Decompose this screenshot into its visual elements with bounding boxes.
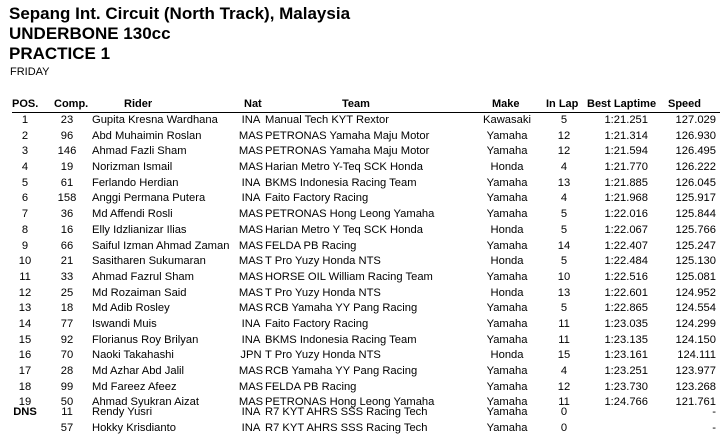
cell-speed: 121.761 <box>675 396 716 409</box>
cell-team: RCB Yamaha YY Pang Racing <box>265 365 418 377</box>
cell-speed: 125.247 <box>675 239 716 252</box>
cell-lap: 4 <box>560 161 568 174</box>
cell-pos: 1 <box>21 114 29 126</box>
cell-make: Yamaha <box>486 239 528 252</box>
cell-make: Yamaha <box>486 333 528 346</box>
circuit-title: Sepang Int. Circuit (North Track), Malaysia <box>9 4 351 23</box>
cell-best: 1:21.968 <box>604 192 648 205</box>
cell-rider: Md Affendi Rosli <box>92 208 173 221</box>
cell-speed: 125.844 <box>675 208 716 221</box>
table-row <box>12 239 720 255</box>
cell-pos: 5 <box>21 176 29 189</box>
cell-rider: Naoki Takahashi <box>92 349 174 362</box>
cell-nat: INA <box>241 421 261 434</box>
cell-nat: MAS <box>238 286 264 299</box>
cell-speed: 123.977 <box>675 365 716 377</box>
cell-lap: 4 <box>560 365 568 377</box>
table-row <box>12 254 720 270</box>
cell-best: 1:23.730 <box>604 380 648 393</box>
cell-make: Yamaha <box>486 270 528 283</box>
table-row <box>12 270 720 286</box>
col-header-team: Team <box>342 98 370 110</box>
cell-best: 1:22.601 <box>604 286 648 299</box>
cell-lap: 0 <box>560 406 568 418</box>
cell-best: 1:23.251 <box>604 365 648 377</box>
cell-speed: 126.222 <box>675 161 716 174</box>
results-table <box>12 96 720 411</box>
cell-team: PETRONAS Yamaha Maju Motor <box>265 145 430 158</box>
cell-lap: 11 <box>558 396 570 409</box>
cell-rider: Md Fareez Afeez <box>92 380 177 393</box>
cell-nat: MAS <box>238 161 264 174</box>
cell-best: 1:22.016 <box>604 208 648 221</box>
cell-nat: MAS <box>238 223 264 236</box>
cell-nat: MAS <box>238 380 264 393</box>
cell-best: 1:21.314 <box>604 129 648 142</box>
cell-pos: 10 <box>18 255 32 268</box>
cell-nat: INA <box>241 317 261 330</box>
cell-nat: MAS <box>238 129 264 142</box>
dns-row <box>12 405 720 421</box>
cell-lap: 12 <box>557 380 571 393</box>
cell-lap: 11 <box>558 333 570 346</box>
cell-rider: Abd Muhaimin Roslan <box>92 129 202 142</box>
cell-speed: 125.917 <box>675 192 716 205</box>
cell-team: Faito Factory Racing <box>265 317 369 330</box>
table-row <box>12 223 720 239</box>
cell-nat: JPN <box>240 349 262 362</box>
cell-make: Yamaha <box>486 365 528 377</box>
cell-nat: MAS <box>238 145 264 158</box>
table-body <box>12 113 720 411</box>
cell-team: PETRONAS Yamaha Maju Motor <box>265 129 430 142</box>
cell-team: Faito Factory Racing <box>265 192 369 205</box>
cell-rider: Norizman Ismail <box>92 161 173 174</box>
cell-speed: 124.952 <box>675 286 716 299</box>
cell-lap: 13 <box>557 176 571 189</box>
cell-comp: 92 <box>60 333 74 346</box>
table-row <box>12 191 720 207</box>
cell-pos: 19 <box>18 396 32 409</box>
cell-make: Honda <box>490 223 524 236</box>
table-row <box>12 301 720 317</box>
cell-team: RCB Yamaha YY Pang Racing <box>265 302 418 315</box>
cell-make: Honda <box>490 349 524 362</box>
cell-speed: 126.495 <box>675 145 716 158</box>
cell-speed: 126.930 <box>675 129 716 142</box>
cell-nat: MAS <box>238 255 264 268</box>
table-row <box>12 333 720 349</box>
cell-best: 1:22.484 <box>604 255 648 268</box>
cell-comp: 158 <box>57 192 77 205</box>
cell-best: 1:21.251 <box>604 114 648 126</box>
cell-rider: Ahmad Syukran Aizat <box>92 396 199 409</box>
cell-pos: 13 <box>18 302 32 315</box>
cell-speed: 125.130 <box>675 255 716 268</box>
cell-speed: - <box>712 406 716 418</box>
cell-pos: 8 <box>21 223 29 236</box>
cell-make: Yamaha <box>486 396 528 409</box>
cell-make: Yamaha <box>486 302 528 315</box>
cell-rider: Ferlando Herdian <box>92 176 179 189</box>
table-row <box>12 113 720 129</box>
cell-lap: 5 <box>560 208 568 221</box>
cell-make: Honda <box>490 255 524 268</box>
cell-best: 1:23.161 <box>604 349 648 362</box>
cell-pos: 3 <box>21 145 29 158</box>
cell-lap: 4 <box>560 192 568 205</box>
cell-team: FELDA PB Racing <box>265 239 357 252</box>
cell-pos: 17 <box>18 365 32 377</box>
cell-speed: 127.029 <box>675 114 716 126</box>
cell-lap: 5 <box>560 255 568 268</box>
cell-pos: 9 <box>21 239 29 252</box>
cell-nat: MAS <box>238 396 264 409</box>
table-row <box>12 286 720 302</box>
col-header-comp: Comp. <box>54 98 89 110</box>
cell-team: BKMS Indonesia Racing Team <box>265 333 417 346</box>
dns-section <box>12 405 720 436</box>
cell-pos: 18 <box>18 380 32 393</box>
cell-comp: 21 <box>60 255 74 268</box>
cell-nat: MAS <box>238 239 264 252</box>
cell-comp: 11 <box>61 406 73 418</box>
cell-best: 1:24.766 <box>604 396 648 409</box>
cell-pos: 7 <box>21 208 29 221</box>
cell-team: BKMS Indonesia Racing Team <box>265 176 417 189</box>
cell-lap: 0 <box>560 421 568 434</box>
table-row <box>12 176 720 192</box>
cell-comp: 18 <box>60 302 74 315</box>
cell-make: Yamaha <box>486 406 528 418</box>
cell-team: PETRONAS Hong Leong Yamaha <box>265 208 435 221</box>
cell-lap: 12 <box>557 129 571 142</box>
cell-make: Yamaha <box>486 192 528 205</box>
cell-nat: MAS <box>238 302 264 315</box>
cell-best: 1:23.035 <box>604 317 648 330</box>
cell-comp: 28 <box>60 365 74 377</box>
cell-lap: 5 <box>560 302 568 315</box>
table-row <box>12 207 720 223</box>
cell-comp: 146 <box>57 145 77 158</box>
cell-rider: Md Rozaiman Said <box>92 286 187 299</box>
table-row <box>12 160 720 176</box>
cell-rider: Ahmad Fazli Sham <box>92 145 187 158</box>
cell-best: 1:23.135 <box>604 333 648 346</box>
cell-rider: Hokky Krisdianto <box>92 421 176 434</box>
table-row <box>12 317 720 333</box>
cell-speed: 123.268 <box>675 380 716 393</box>
cell-speed: 125.081 <box>675 270 716 283</box>
cell-rider: Elly Idzlianizar Ilias <box>92 223 187 236</box>
col-header-make: Make <box>492 98 520 110</box>
cell-make: Yamaha <box>486 145 528 158</box>
cell-make: Yamaha <box>486 208 528 221</box>
cell-comp: 66 <box>60 239 74 252</box>
cell-make: Honda <box>490 161 524 174</box>
cell-best: 1:21.594 <box>604 145 648 158</box>
cell-comp: 96 <box>60 129 74 142</box>
cell-comp: 77 <box>60 317 74 330</box>
table-row <box>12 380 720 396</box>
cell-speed: 124.111 <box>677 349 716 362</box>
cell-best: 1:22.407 <box>604 239 648 252</box>
cell-nat: MAS <box>238 208 264 221</box>
cell-best: 1:22.865 <box>604 302 648 315</box>
cell-team: R7 KYT AHRS SSS Racing Tech <box>265 406 428 418</box>
cell-speed: 124.299 <box>675 317 716 330</box>
cell-team: T Pro Yuzy Honda NTS <box>265 349 381 362</box>
cell-nat: INA <box>241 114 261 126</box>
cell-speed: 126.045 <box>675 176 716 189</box>
table-row <box>12 348 720 364</box>
cell-rider: Saiful Izman Ahmad Zaman <box>92 239 230 252</box>
cell-lap: 11 <box>558 317 570 330</box>
day-label: FRIDAY <box>10 66 50 78</box>
col-header-best: Best Laptime <box>587 98 657 110</box>
cell-comp: 57 <box>60 421 74 434</box>
cell-rider: Anggi Permana Putera <box>92 192 206 205</box>
cell-comp: 61 <box>60 176 74 189</box>
dns-label: DNS <box>13 406 37 418</box>
col-header-lap: In Lap <box>546 98 579 110</box>
cell-rider: Gupita Kresna Wardhana <box>92 114 218 126</box>
cell-comp: 70 <box>60 349 74 362</box>
cell-make: Yamaha <box>486 176 528 189</box>
cell-pos: 12 <box>18 286 32 299</box>
class-title: UNDERBONE 130cc <box>9 24 171 43</box>
cell-team: HORSE OIL William Racing Team <box>265 270 433 283</box>
cell-make: Honda <box>490 286 524 299</box>
cell-rider: Sasitharen Sukumaran <box>92 255 206 268</box>
table-header <box>12 96 720 113</box>
cell-comp: 16 <box>60 223 74 236</box>
cell-best: 1:21.770 <box>604 161 648 174</box>
cell-lap: 12 <box>557 145 571 158</box>
cell-speed: 125.766 <box>675 223 716 236</box>
cell-lap: 10 <box>557 270 571 283</box>
cell-pos: 2 <box>21 129 29 142</box>
cell-make: Yamaha <box>486 129 528 142</box>
cell-nat: INA <box>241 176 261 189</box>
cell-pos: 16 <box>18 349 32 362</box>
cell-make: Yamaha <box>486 421 528 434</box>
cell-nat: INA <box>241 333 261 346</box>
cell-rider: Iswandi Muis <box>92 317 157 330</box>
cell-team: R7 KYT AHRS SSS Racing Tech <box>265 421 428 434</box>
cell-pos: 4 <box>21 161 29 174</box>
col-header-rider: Rider <box>124 98 153 110</box>
cell-comp: 19 <box>60 161 74 174</box>
table-row <box>12 144 720 160</box>
cell-nat: MAS <box>238 270 264 283</box>
cell-rider: Md Adib Rosley <box>92 302 170 315</box>
cell-make: Yamaha <box>486 317 528 330</box>
cell-comp: 50 <box>60 396 74 409</box>
cell-make: Kawasaki <box>483 114 531 126</box>
cell-team: T Pro Yuzy Honda NTS <box>265 286 381 299</box>
cell-make: Yamaha <box>486 380 528 393</box>
cell-nat: INA <box>241 192 261 205</box>
cell-nat: MAS <box>238 365 264 377</box>
cell-lap: 13 <box>557 286 571 299</box>
cell-best: 1:22.067 <box>604 223 648 236</box>
cell-best: 1:22.516 <box>604 270 648 283</box>
cell-pos: 11 <box>19 270 31 283</box>
table-row <box>12 129 720 145</box>
cell-speed: - <box>712 421 716 434</box>
cell-speed: 124.150 <box>675 333 716 346</box>
cell-rider: Md Azhar Abd Jalil <box>92 365 185 377</box>
cell-comp: 99 <box>60 380 74 393</box>
cell-team: T Pro Yuzy Honda NTS <box>265 255 381 268</box>
cell-team: Harian Metro Y Teq SCK Honda <box>265 223 423 236</box>
cell-lap: 5 <box>560 223 568 236</box>
cell-pos: 14 <box>18 317 32 330</box>
cell-rider: Florianus Roy Brilyan <box>92 333 199 346</box>
cell-comp: 33 <box>60 270 74 283</box>
cell-comp: 25 <box>60 286 74 299</box>
cell-nat: INA <box>241 406 261 418</box>
col-header-nat: Nat <box>244 98 262 110</box>
cell-team: FELDA PB Racing <box>265 380 357 393</box>
cell-best: 1:21.885 <box>604 176 648 189</box>
table-row <box>12 364 720 380</box>
cell-pos: 15 <box>18 333 32 346</box>
cell-team: PETRONAS Hong Leong Yamaha <box>265 396 435 409</box>
cell-rider: Ahmad Fazrul Sham <box>92 270 194 283</box>
col-header-pos: POS. <box>12 98 39 110</box>
cell-lap: 5 <box>560 114 568 126</box>
cell-team: Harian Metro Y-Teq SCK Honda <box>265 161 423 174</box>
cell-lap: 15 <box>557 349 571 362</box>
cell-speed: 124.554 <box>675 302 716 315</box>
cell-lap: 14 <box>557 239 571 252</box>
cell-team: Manual Tech KYT Rextor <box>265 114 389 126</box>
session-title: PRACTICE 1 <box>9 44 111 63</box>
cell-pos: 6 <box>21 192 29 205</box>
cell-comp: 36 <box>60 208 74 221</box>
dns-row <box>12 421 720 436</box>
cell-rider: Rendy Yusri <box>92 406 153 418</box>
cell-comp: 23 <box>60 114 74 126</box>
col-header-speed: Speed <box>668 98 702 110</box>
